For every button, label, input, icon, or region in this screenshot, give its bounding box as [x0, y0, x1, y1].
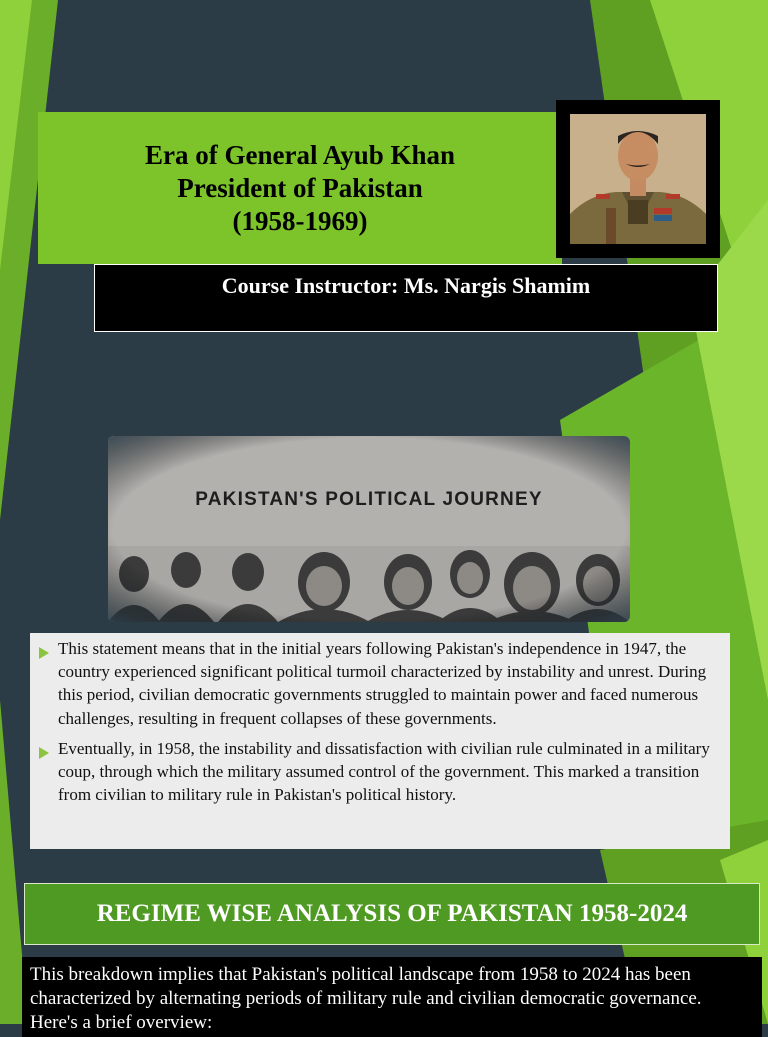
portrait-frame	[556, 100, 720, 258]
triangle-bullet-icon	[38, 637, 58, 665]
regime-heading: REGIME WISE ANALYSIS OF PAKISTAN 1958-2024	[96, 900, 688, 927]
political-journey-image	[108, 436, 630, 622]
title-line-2: President of Pakistan	[177, 172, 423, 203]
triangle-bullet-icon	[38, 737, 58, 765]
instructor-box	[94, 264, 718, 332]
bullet-text: Eventually, in 1958, the instability and dissatisfaction with civilian rule culminated in a military coup, through which the military assumed control of the government. This marked a transition from civilian to military rule in Pakistan's political history.	[58, 738, 710, 805]
explanation-textbox	[30, 633, 730, 849]
bullet-item	[38, 737, 720, 807]
title-line-3: (1958-1969)	[232, 205, 368, 236]
bullet-text: This statement means that in the initial years following Pakistan's independence in 1947, the country experienced significant political turmoil characterized by instability and unrest. During this period, civilian democratic governments struggled to maintain power and faced numerous challenges, resulting in frequent collapses of these governments.	[58, 639, 707, 728]
bullet-item	[38, 637, 720, 730]
course-instructor-label: Course Instructor: Ms. Nargis Shamim	[221, 273, 591, 298]
title-box	[38, 112, 562, 264]
regime-heading-box	[24, 883, 760, 945]
title-line-1: Era of General Ayub Khan	[144, 139, 456, 170]
breakdown-text: This breakdown implies that Pakistan's political landscape from 1958 to 2024 has been characterized by alternating periods of military rule and civilian democratic governance. Here's a brief overview:	[30, 964, 702, 1033]
portrait-image	[570, 114, 706, 244]
breakdown-box	[22, 957, 762, 1037]
